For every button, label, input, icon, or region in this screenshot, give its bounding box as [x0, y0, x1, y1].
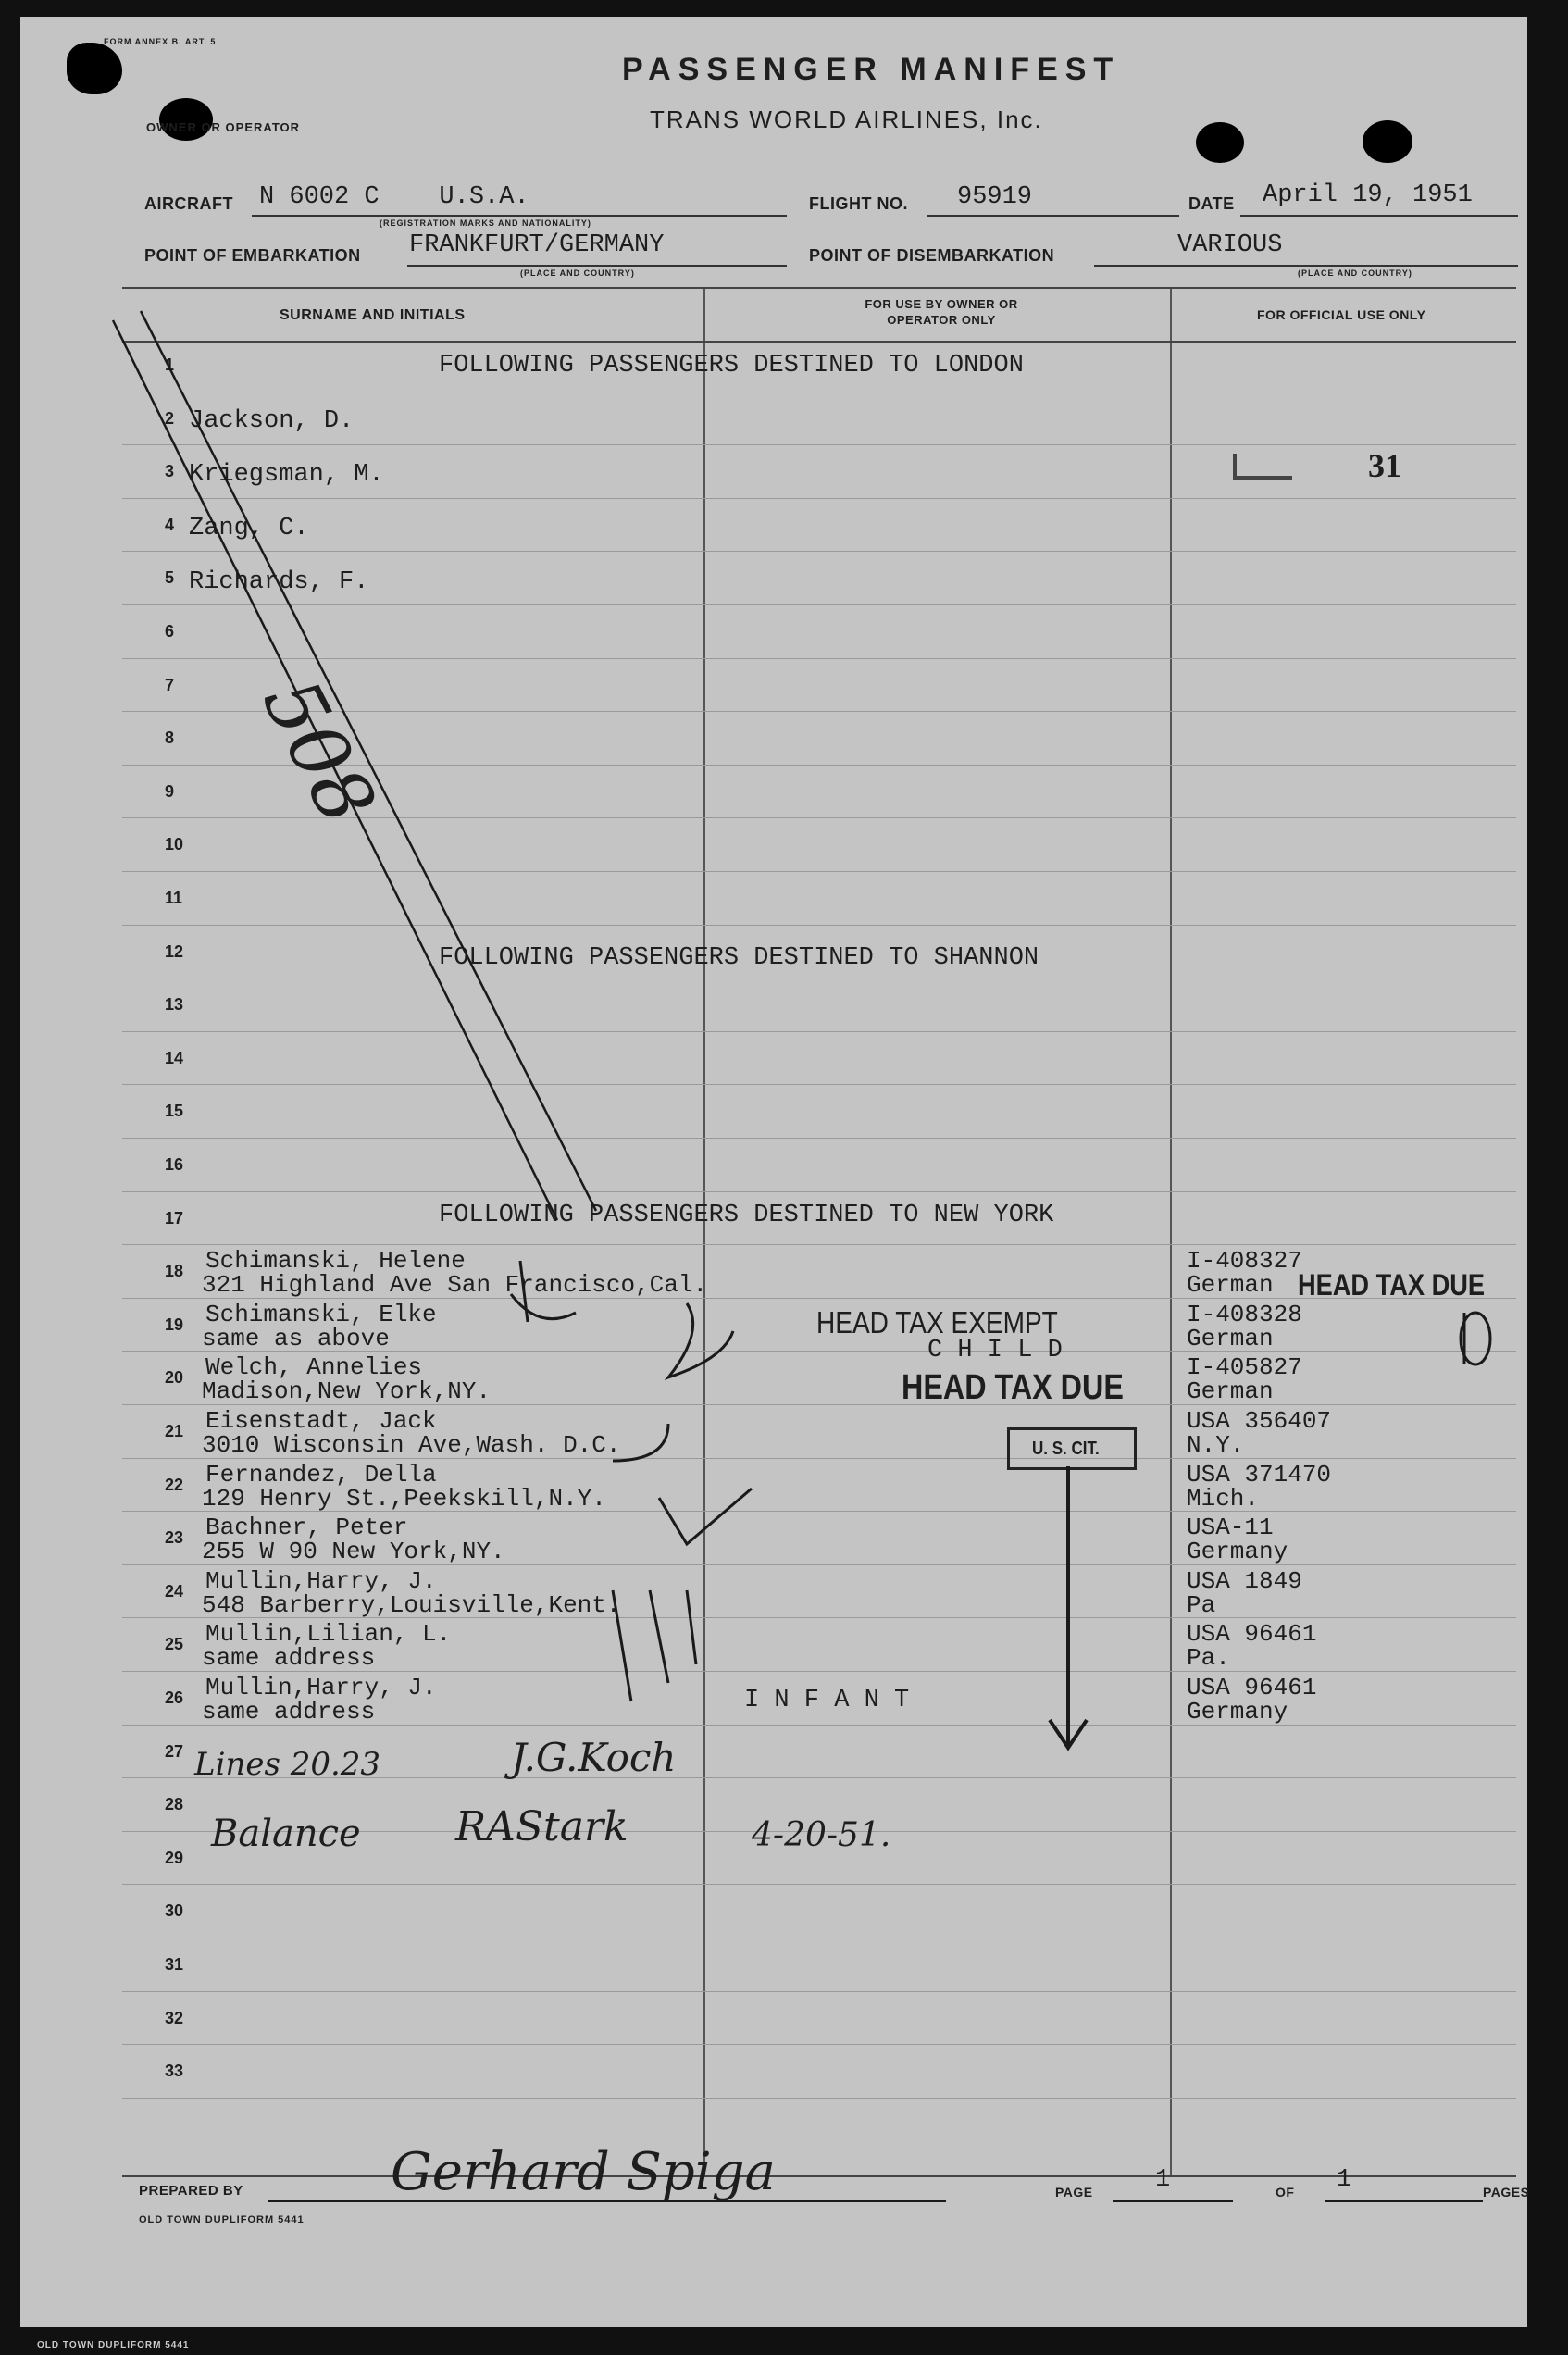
passenger-name: Schimanski, Helene	[205, 1247, 466, 1276]
head-tax-due-stamp: HEAD TAX DUE	[1298, 1268, 1485, 1302]
passenger-name: Richards, F.	[189, 568, 369, 596]
row-number: 6	[165, 622, 175, 641]
section-heading-london: FOLLOWING PASSENGERS DESTINED TO LONDON	[439, 352, 1024, 380]
passenger-address: same as above	[202, 1324, 390, 1352]
manifest-page	[20, 17, 1530, 2327]
passenger-address: 129 Henry St.,Peekskill,N.Y.	[202, 1484, 606, 1513]
passenger-address: 3010 Wisconsin Ave,Wash. D.C.	[202, 1431, 621, 1459]
passenger-address: 548 Barberry,Louisville,Kent.	[202, 1590, 621, 1619]
column-header-operator-text: FOR USE BY OWNER OR OPERATOR ONLY	[865, 297, 1018, 327]
page-label: PAGE	[1055, 2185, 1093, 2199]
row-number: 4	[165, 515, 175, 534]
row-number: 33	[165, 2062, 184, 2081]
passenger-name: Eisenstadt, Jack	[205, 1407, 437, 1435]
embarkation-value: FRANKFURT/GERMANY	[409, 231, 665, 259]
punch-hole	[1363, 120, 1412, 163]
row-number: 26	[165, 1688, 184, 1707]
section-heading-shannon: FOLLOWING PASSENGERS DESTINED TO SHANNON	[439, 944, 1039, 972]
table-row	[122, 978, 1516, 1032]
prepared-by-label: PREPARED BY	[139, 2183, 243, 2199]
passenger-document: USA 1849	[1187, 1566, 1302, 1595]
passenger-nationality: German	[1187, 1377, 1274, 1406]
us-cit-stamp-box	[1007, 1427, 1137, 1470]
embarkation-caption: (PLACE AND COUNTRY)	[520, 268, 635, 278]
owner-operator-label: OWNER OR OPERATOR	[146, 120, 301, 134]
of-label: OF	[1276, 2185, 1295, 2199]
passenger-name: Zang, C.	[189, 515, 309, 542]
flight-value: 95919	[957, 183, 1033, 211]
row-number: 27	[165, 1741, 184, 1761]
flight-underline	[927, 215, 1179, 217]
passenger-nationality: Pa	[1187, 1590, 1216, 1619]
balance-note: Balance	[211, 1813, 361, 1855]
bottom-form-name: OLD TOWN DUPLIFORM 5441	[37, 2340, 190, 2350]
table-row	[122, 1139, 1516, 1192]
row-number: 2	[165, 408, 175, 428]
page-number: 1	[1155, 2166, 1171, 2194]
child-label: C H I L D	[927, 1337, 1063, 1364]
flight-label: FLIGHT NO.	[809, 194, 908, 213]
table-row	[122, 1885, 1516, 1938]
row-number: 17	[165, 1208, 184, 1227]
head-tax-exempt-stamp: HEAD TAX EXEMPT	[816, 1305, 1058, 1339]
official-mark-row3: 31	[1368, 447, 1401, 484]
row-number: 23	[165, 1528, 184, 1548]
row-number: 29	[165, 1848, 184, 1867]
row-number: 22	[165, 1475, 184, 1494]
passenger-document: USA 96461	[1187, 1620, 1317, 1649]
us-cit-stamp: U. S. CIT.	[1032, 1438, 1100, 1459]
row-number: 5	[165, 568, 175, 588]
passenger-nationality: Pa.	[1187, 1644, 1230, 1673]
passenger-name: Kriegsman, M.	[189, 461, 384, 489]
passenger-name: Bachner, Peter	[205, 1514, 408, 1542]
aircraft-label: AIRCRAFT	[144, 194, 233, 213]
pages-label: PAGES	[1483, 2185, 1530, 2199]
initials-stark: RAStark	[455, 1803, 628, 1850]
passenger-nationality: Mich.	[1187, 1484, 1260, 1513]
date-label: DATE	[1188, 194, 1235, 213]
date-value: April 19, 1951	[1263, 181, 1473, 209]
passenger-nationality: N.Y.	[1187, 1431, 1245, 1459]
airline-name: TRANS WORLD AIRLINES, Inc.	[650, 106, 1043, 133]
page-title: PASSENGER MANIFEST	[622, 52, 1121, 87]
aircraft-caption: (REGISTRATION MARKS AND NATIONALITY)	[380, 218, 591, 228]
row-number: 14	[165, 1048, 184, 1067]
row-number: 11	[165, 889, 183, 907]
table-row	[122, 2045, 1516, 2099]
row-number: 28	[165, 1795, 184, 1814]
row-number: 16	[165, 1155, 184, 1174]
row-number: 24	[165, 1581, 184, 1601]
embarkation-underline	[407, 265, 787, 267]
head-tax-due-stamp: HEAD TAX DUE	[902, 1368, 1124, 1407]
official-mark-smudge	[1233, 454, 1292, 480]
passenger-name: Fernandez, Della	[205, 1460, 437, 1489]
embarkation-label: POINT OF EMBARKATION	[144, 246, 361, 265]
table-row	[122, 1085, 1516, 1139]
row-number: 7	[165, 675, 175, 694]
passenger-nationality: Germany	[1187, 1698, 1288, 1726]
disembarkation-caption: (PLACE AND COUNTRY)	[1298, 268, 1412, 278]
passenger-document: USA 371470	[1187, 1460, 1332, 1489]
passenger-address: Madison,New York,NY.	[202, 1377, 492, 1406]
row-number: 18	[165, 1262, 184, 1281]
diagonal-number: 508	[244, 665, 393, 839]
passenger-document: I-405827	[1187, 1353, 1302, 1382]
section-heading-new-york: FOLLOWING PASSENGERS DESTINED TO NEW YORK	[439, 1202, 1054, 1229]
row-number: 19	[165, 1315, 184, 1334]
page-total: 1	[1337, 2166, 1352, 2194]
form-annex-label: FORM ANNEX B. ART. 5	[104, 37, 217, 46]
table-row	[122, 499, 1516, 553]
row-number: 1	[165, 355, 175, 374]
passenger-address: 321 Highland Ave San Francisco,Cal.	[202, 1271, 708, 1300]
infant-label: I N F A N T	[744, 1687, 910, 1714]
form-name: OLD TOWN DUPLIFORM 5441	[139, 2214, 305, 2225]
passenger-document: I-408327	[1187, 1247, 1302, 1276]
passenger-document: I-408328	[1187, 1300, 1302, 1328]
row-number: 9	[165, 781, 175, 801]
passenger-address: same address	[202, 1644, 376, 1673]
row-number: 10	[165, 835, 184, 854]
disembarkation-label: POINT OF DISEMBARKATION	[809, 246, 1055, 265]
date-note: 4-20-51.	[752, 1816, 891, 1854]
punch-hole	[159, 98, 213, 141]
passenger-document: USA 356407	[1187, 1407, 1332, 1435]
row-number: 20	[165, 1368, 184, 1388]
passenger-name: Welch, Annelies	[205, 1353, 423, 1382]
passenger-name: Mullin,Harry, J.	[205, 1674, 437, 1701]
passenger-address: 255 W 90 New York,NY.	[202, 1538, 505, 1566]
column-header-official: FOR OFFICIAL USE ONLY	[1257, 307, 1426, 322]
aircraft-underline	[252, 215, 787, 217]
row-number: 8	[165, 729, 175, 748]
lines-note: Lines 20.23	[194, 1746, 381, 1783]
row-number: 3	[165, 462, 175, 481]
passenger-name: Schimanski, Elke	[205, 1300, 437, 1328]
table-row	[122, 872, 1516, 926]
passenger-address: same address	[202, 1698, 376, 1726]
passenger-document: USA 96461	[1187, 1674, 1317, 1701]
table-row	[122, 605, 1516, 659]
disembarkation-underline	[1094, 265, 1518, 267]
row-number: 21	[165, 1422, 184, 1440]
column-header-name: SURNAME AND INITIALS	[280, 307, 466, 323]
table-row	[122, 1938, 1516, 1992]
row-number: 30	[165, 1901, 184, 1921]
passenger-document: USA-11	[1187, 1514, 1274, 1542]
punch-hole	[1196, 122, 1244, 163]
passenger-name: Mullin,Lilian, L.	[205, 1620, 452, 1649]
initials-koch: J.G.Koch	[511, 1735, 677, 1780]
row-number: 13	[165, 995, 184, 1015]
column-header-operator	[835, 296, 1048, 328]
torn-corner	[67, 43, 122, 94]
aircraft-value: N 6002 C U.S.A.	[259, 183, 529, 211]
date-underline	[1240, 215, 1518, 217]
row-number: 15	[165, 1102, 184, 1121]
table-row	[122, 1992, 1516, 2046]
row-number: 31	[165, 1955, 184, 1974]
passenger-nationality: Germany	[1187, 1538, 1288, 1566]
passenger-name: Mullin,Harry, J.	[205, 1566, 437, 1595]
row-number: 25	[165, 1635, 184, 1654]
passenger-nationality: German	[1187, 1324, 1274, 1352]
preparer-signature: Gerhard Spiga	[391, 2142, 776, 2202]
disembarkation-value: VARIOUS	[1177, 231, 1283, 259]
passenger-nationality: German	[1187, 1271, 1274, 1300]
passenger-name: Jackson, D.	[189, 407, 355, 435]
row-number: 12	[165, 941, 184, 961]
table-row	[122, 1032, 1516, 1086]
row-number: 32	[165, 2008, 184, 2027]
row-rule	[122, 2098, 1516, 2099]
